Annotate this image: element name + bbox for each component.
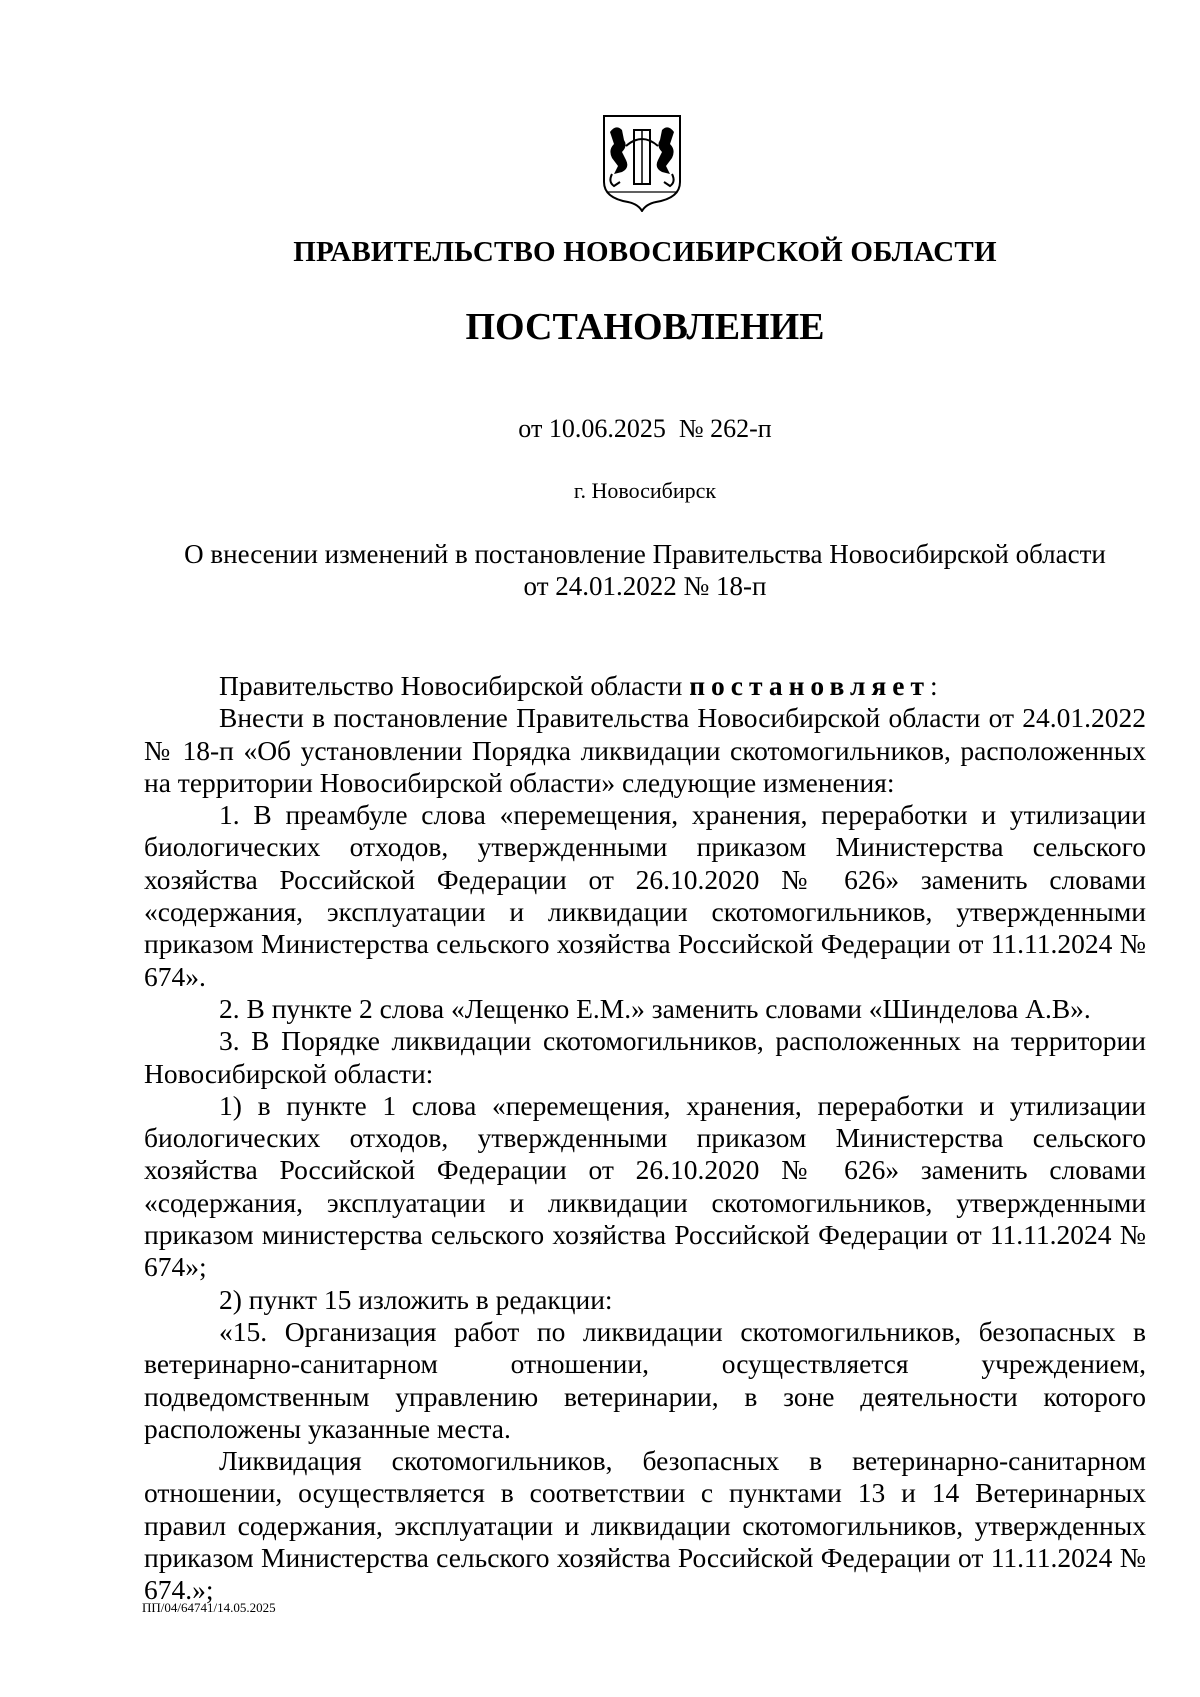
subject-line-1: О внесении изменений в постановление Правительства Новосибирской области [184, 539, 1106, 569]
document-subject [140, 538, 1150, 602]
organization-title: ПРАВИТЕЛЬСТВО НОВОСИБИРСКОЙ ОБЛАСТИ [293, 236, 997, 268]
document-city: г. Новосибирск [573, 478, 717, 503]
resolves-word: постановляет [689, 670, 931, 701]
body-paragraph: 3. В Порядке ликвидации скотомогильников, расположенных на территории Новосибирской области: [144, 1025, 1146, 1089]
body-paragraph: Ликвидация скотомогильников, безопасных в ветеринарно-санитарном отношении, осуществляется в соответствии с пунктами 13 и 14 Ветеринарных правил содержания, эксплуатации и ликвидации скотомогильников, утвержденных приказом Министерства сельского хозяйства Российской Федерации от 11.11.2024 № 674.»; [144, 1445, 1146, 1606]
subject-line-2: от 24.01.2022 № 18-п [523, 571, 767, 601]
body-paragraph: 2. В пункте 2 слова «Лещенко Е.М.» заменить словами «Шинделова А.В». [219, 992, 1091, 1024]
document-body [144, 670, 1146, 1607]
body-paragraph: 2) пункт 15 изложить в редакции: [219, 1283, 613, 1315]
coat-of-arms-icon [600, 112, 684, 212]
document-date-number: от 10.06.2025 № 262-п [518, 414, 772, 443]
body-paragraph: 1. В преамбуле слова «перемещения, хранения, переработки и утилизации биологических отходов, утвержденными приказом Министерства сельского хозяйства Российской Федерации от 26.10.2020 № 626» заменить словами «содержания, эксплуатации и ликвидации скотомогильников, утвержденными приказом Министерства сельского хозяйства Российской Федерации от 11.11.2024 № 674». [144, 799, 1146, 992]
document-registration-code: ПП/04/64741/14.05.2025 [142, 1600, 276, 1615]
body-paragraph: 1) в пункте 1 слова «перемещения, хранения, переработки и утилизации биологических отходов, утвержденными приказом Министерства сельского хозяйства Российской Федерации от 26.10.2020 № 626» заменить словами «содержания, эксплуатации и ликвидации скотомогильников, утвержденными приказом министерства сельского хозяйства Российской Федерации от 11.11.2024 № 674»; [144, 1089, 1146, 1283]
body-paragraph: Внести в постановление Правительства Новосибирской области от 24.01.2022 № 18-п «Об установлении Порядка ликвидации скотомогильников, расположенных на территории Новосибирской области» следующие изменения: [144, 702, 1146, 798]
body-paragraph: «15. Организация работ по ликвидации скотомогильников, безопасных в ветеринарно-санитарном отношении, осуществляется учреждением, подведомственным управлению ветеринарии, в зоне деятельности которого расположены указанные места. [144, 1315, 1146, 1444]
resolves-prefix: Правительство Новосибирской области [219, 670, 690, 701]
document-type-title: ПОСТАНОВЛЕНИЕ [465, 306, 825, 348]
resolves-suffix: : [930, 670, 938, 701]
resolves-paragraph [144, 670, 1146, 702]
